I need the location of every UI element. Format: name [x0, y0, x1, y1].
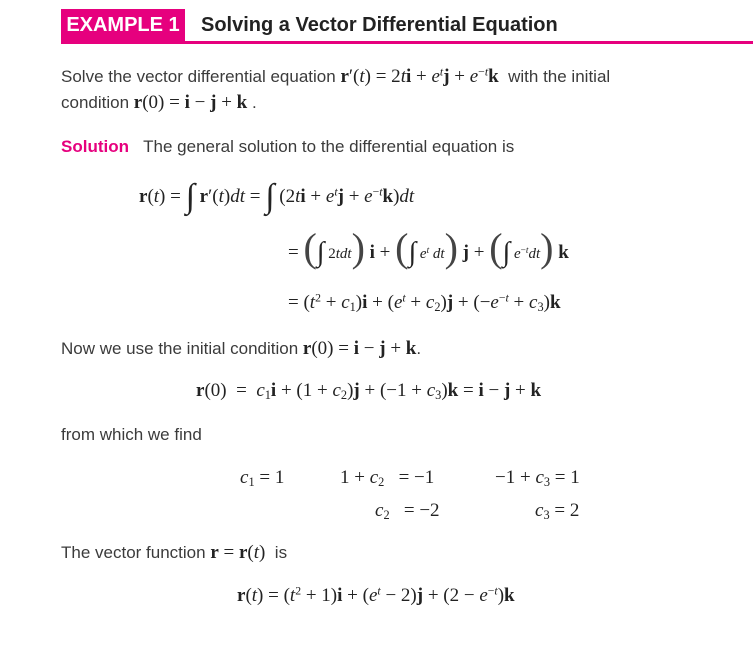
integral-line-3: = $(t^2 + c_1)i + (e^t + c_2)j + (-e^{-t} + c_3)k$	[288, 291, 561, 315]
from-which-text: from which we find	[61, 425, 202, 444]
final-solution: $r(t) = (t^2 + 1)i + (e^t - 2)j + (2 - e^{-t})k$	[237, 584, 515, 606]
final-line	[61, 542, 287, 564]
example-title: Solving a Vector Differential Equation	[201, 14, 558, 36]
step2-text: Now we use the initial condition	[61, 339, 299, 358]
step4-text: The vector function	[61, 543, 206, 562]
integral-line-2: = (∫ 2tdt) i + (∫ $e^t$ dt) j + (∫ $e^{-t}dt$) k	[288, 225, 569, 270]
problem-text-prefix: Solve the vector differential equation	[61, 67, 336, 86]
solution-label: Solution	[61, 137, 129, 156]
solution-line	[61, 137, 514, 157]
problem-line-2	[61, 92, 257, 114]
problem-text-suffix: with the initial	[508, 67, 611, 86]
initial-condition: r(0) = i − j + k	[133, 92, 248, 113]
c3-equation-2: $c_3 = 2$	[535, 500, 580, 523]
step2-condition: r(0) = i − j + k	[302, 338, 417, 359]
integral-line-1: r(t) = ∫ r′(t)dt = ∫ $(2ti + e^tj + e^{-t}k)dt$	[139, 178, 415, 215]
vector-function: r = r(t)	[210, 542, 266, 563]
r0-equation: $r(0) = c_1i + (1 + c_2)j + (-1 + c_3)k = i - j + k$	[196, 380, 542, 403]
solution-intro: The general solution to the differential equation is	[143, 137, 515, 156]
c3-equation-1: $-1 + c_3 = 1$	[495, 467, 580, 490]
condition-label: condition	[61, 93, 130, 112]
step2-period: .	[416, 339, 422, 358]
condition-period: .	[251, 93, 257, 112]
differential-equation: $r'(t) = 2ti + e^tj + e^{-t}k$	[340, 65, 499, 87]
c2-equation-1: $1 + c_2 = -1$	[340, 467, 435, 490]
problem-line-1	[61, 66, 610, 88]
c1-equation: $c_1 = 1$	[240, 467, 285, 490]
example-badge: EXAMPLE 1	[61, 9, 185, 42]
step-initial-condition	[61, 338, 421, 360]
header-divider	[61, 41, 753, 44]
c2-equation-2: $c_2 = -2$	[375, 500, 440, 523]
step4-suffix: is	[274, 543, 288, 562]
